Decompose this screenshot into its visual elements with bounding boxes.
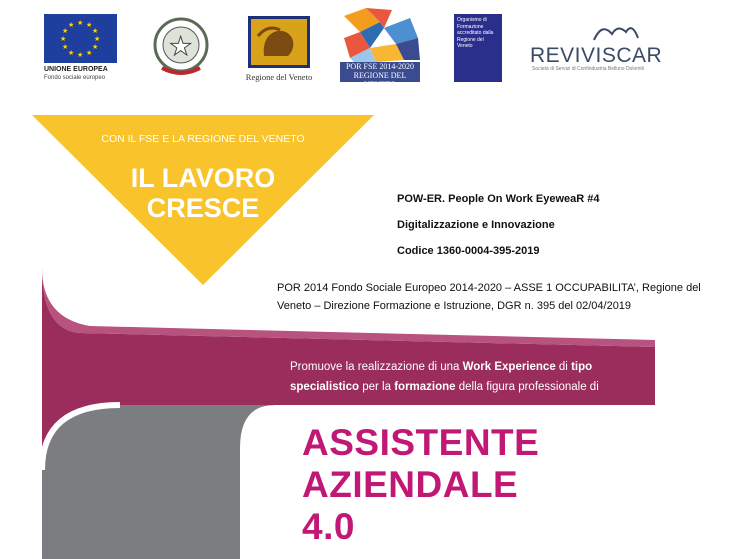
slogan-line2: CRESCE — [146, 193, 260, 223]
svg-text:★: ★ — [62, 27, 69, 35]
svg-text:★: ★ — [86, 49, 93, 57]
project-code: Codice 1360-0004-395-2019 — [397, 245, 540, 257]
banner-bold-1: Work Experience — [462, 361, 556, 373]
eu-flag-logo — [44, 14, 117, 63]
banner-bold-3: formazione — [394, 381, 456, 393]
banner-text — [290, 357, 635, 397]
role-line2: AZIENDALE — [302, 464, 519, 505]
funding-line-1: POR 2014 Fondo Sociale Europeo 2014-2020 – ASSE 1 OCCUPABILITA’, Regione del — [277, 282, 701, 294]
organismo-text: Organismo di Formazione accreditato dalla Regione del Veneto — [457, 17, 494, 49]
svg-text:★: ★ — [68, 21, 75, 29]
role-line3: 4.0 — [302, 506, 355, 547]
organismo-accreditato-logo — [454, 14, 502, 82]
slogan-small: CON IL FSE E LA REGIONE DEL VENETO — [101, 133, 305, 145]
reviviscar-subtitle: Società di Servizi di Confindustria Belluno Dolomiti — [532, 66, 644, 72]
eu-subcaption: Fondo sociale europeo — [44, 75, 106, 81]
veneto-caption: Regione del Veneto — [245, 72, 313, 82]
svg-text:★: ★ — [77, 51, 84, 59]
slogan-line1: IL LAVORO — [130, 163, 276, 193]
eu-caption: UNIONE EUROPEA — [44, 66, 108, 73]
italian-republic-emblem-icon — [150, 14, 212, 78]
banner-part-4: della figura professionale di — [455, 381, 599, 393]
project-theme: Digitalizzazione e Innovazione — [397, 219, 555, 231]
slogan-main — [92, 163, 314, 223]
reviviscar-logo-text: REVIVISCAR — [530, 44, 663, 67]
project-title: POW-ER. People On Work EyeweaR #4 — [397, 193, 600, 205]
banner-part-3: per la — [359, 381, 395, 393]
svg-text:★: ★ — [68, 49, 75, 57]
svg-text:★: ★ — [77, 19, 84, 27]
role-title — [302, 422, 539, 548]
svg-text:★: ★ — [86, 21, 93, 29]
banner-bold-2: tipo specialistico — [290, 361, 593, 393]
svg-text:★: ★ — [62, 43, 69, 51]
banner-part-2: di — [555, 361, 572, 373]
banner-part-1: Promuove la realizzazione di una — [290, 361, 463, 373]
por-fse-line1: POR FSE 2014-2020 — [345, 62, 414, 71]
svg-text:★: ★ — [92, 27, 99, 35]
svg-text:★: ★ — [92, 43, 99, 51]
role-line1: ASSISTENTE — [302, 422, 540, 463]
svg-text:★: ★ — [94, 35, 101, 43]
svg-text:★: ★ — [169, 32, 193, 62]
por-fse-line2: REGIONE DEL VENETO — [353, 71, 407, 89]
reviviscar-bird-icon — [590, 20, 640, 42]
svg-text:★: ★ — [60, 35, 67, 43]
funding-line-2: Veneto – Direzione Formazione e Istruzione, DGR n. 395 del 02/04/2019 — [277, 300, 632, 312]
por-fse-label — [340, 62, 420, 89]
